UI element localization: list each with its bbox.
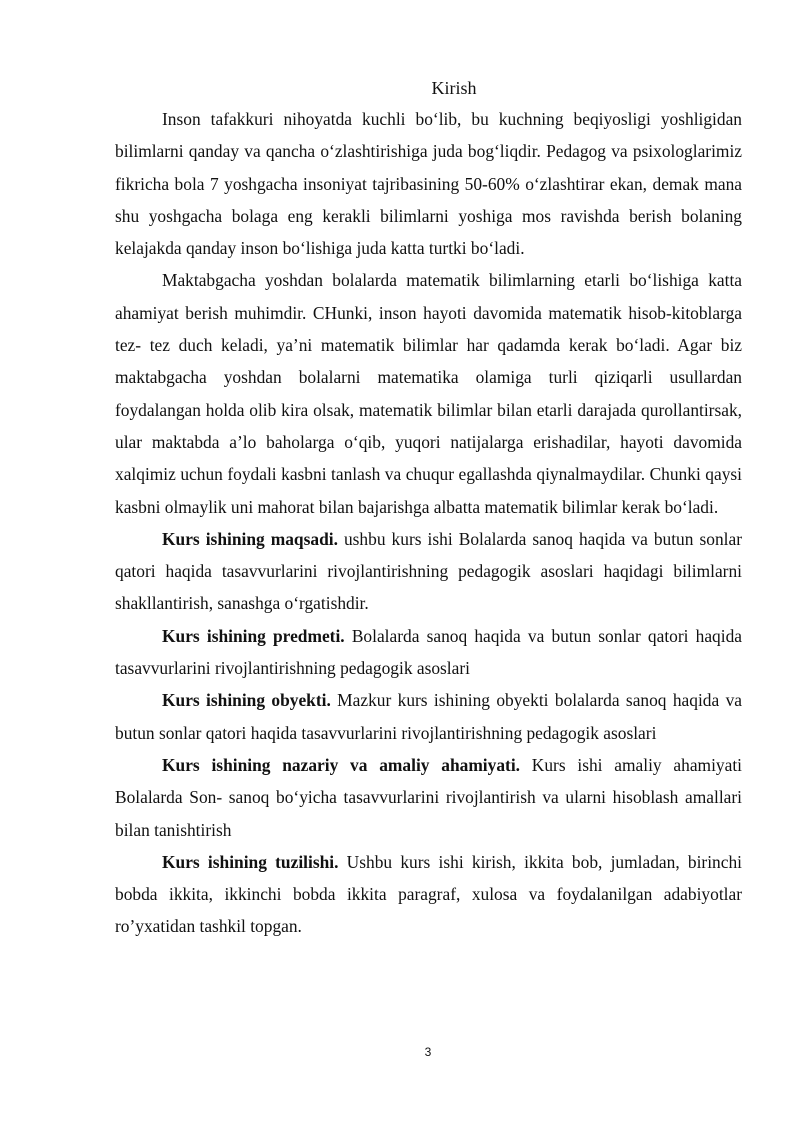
paragraph-goal	[115, 523, 742, 620]
paragraph-heading: Kurs ishining predmeti.	[162, 625, 345, 646]
document-body	[115, 103, 742, 943]
paragraph-heading: Kurs ishining obyekti.	[162, 690, 331, 711]
page-title: Kirish	[431, 78, 477, 98]
paragraph-significance	[115, 749, 742, 846]
paragraph-intro	[115, 103, 742, 264]
paragraph-text: Bolalarda sanoq haqida va butun sonlar qatori haqida tasavvurlarini rivojlantirishning pedagogik asoslari	[115, 625, 742, 679]
paragraph-text: Ushbu kurs ishi kirish, ikkita bob, jumladan, birinchi bobda ikkita, ikkinchi bobda ikkita paragraf, xulosa va foydalanilgan adabiyotlar ro’yxatidan tashkil topgan.	[115, 851, 742, 937]
paragraph-text: ushbu kurs ishi Bolalarda sanoq haqida va butun sonlar qatori haqida tasavvurlarini rivojlantirishning pedagogik asoslari haqidagi bilimlarni shakllantirish, sanashga o‘rgatishdir.	[115, 528, 742, 614]
paragraph-heading: Kurs ishining maqsadi.	[162, 528, 338, 549]
paragraph-heading: Kurs ishining tuzilishi.	[162, 851, 339, 872]
paragraph-math-importance	[115, 264, 742, 522]
paragraph-object	[115, 684, 742, 749]
page-number: 3	[424, 1045, 432, 1059]
paragraph-subject	[115, 620, 742, 685]
paragraph-heading: Kurs ishining nazariy va amaliy ahamiyati.	[162, 754, 520, 775]
paragraph-text: Kurs ishi amaliy ahamiyati Bolalarda Son- sanoq bo‘yicha tasavvurlarini rivojlantirish va ularni hisoblash amallari bilan tanishtirish	[115, 754, 742, 840]
paragraph-text: Maktabgacha yoshdan bolalarda matematik bilimlarning etarli bo‘lishiga katta ahamiyat berish muhimdir. CHunki, inson hayoti davomida matematik hisob-kitoblarga tez- tez duch keladi, ya’ni matematik bilimlar har qadamda kerak bo‘ladi. Agar biz maktabgacha yoshdan bolalarni matematika olamiga turli qiziqarli usullardan foydalangan holda olib kira olsak, matematik bilimlar bilan etarli darajada qurollantirsak, ular maktabda a’lo baholarga o‘qib, yuqori natijalarga erishadilar, hayoti davomida xalqimiz uchun foydali kasbni tanlash va chuqur egallashda qiynalmaydilar. Chunki qaysi kasbni olmaylik uni mahorat bilan bajarishga albatta matematik bilimlar kerak bo‘ladi.	[115, 270, 742, 517]
paragraph-structure	[115, 846, 742, 943]
paragraph-text: Mazkur kurs ishining obyekti bolalarda sanoq haqida va butun sonlar qatori haqida tasavvurlarini rivojlantirishning pedagogik asoslari	[115, 690, 742, 743]
paragraph-text: Inson tafakkuri nihoyatda kuchli bo‘lib, bu kuchning beqiyosligi yoshligidan bilimlarni qanday va qancha o‘zlashtirishiga juda bog‘liqdir. Pedagog va psixologlarimiz fikricha bola 7 yoshgacha insoniyat tajribasining 50-60% o‘zlashtirar ekan, demak mana shu yoshgacha bolaga eng kerakli bilimlarni yoshiga mos ravishda berish bolaning kelajakda qanday inson bo‘lishiga juda katta turtki bo‘ladi.	[115, 109, 742, 259]
